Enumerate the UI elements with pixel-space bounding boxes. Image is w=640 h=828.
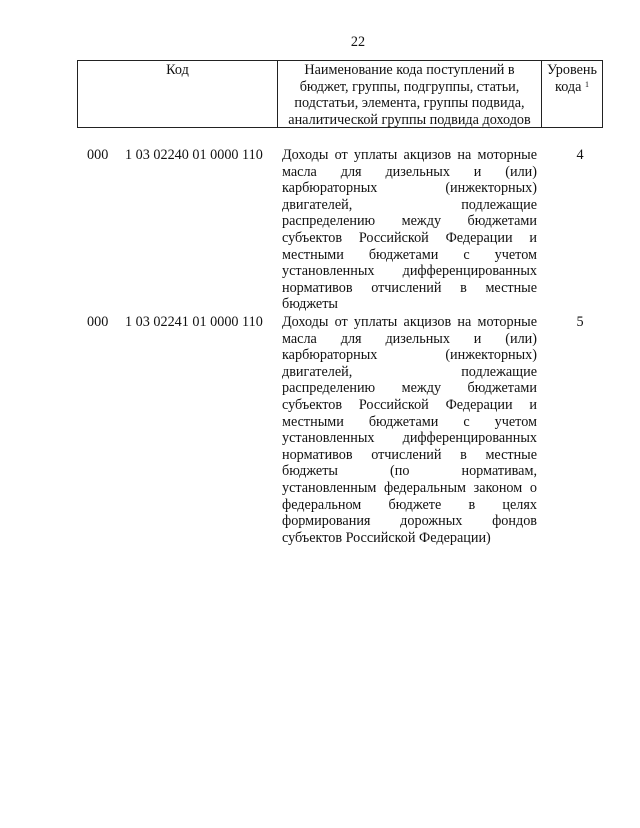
revenue-name-line: установленных дифференцированных	[282, 263, 537, 280]
page-number: 22	[350, 34, 366, 50]
revenue-name-line: масла для дизельных и (или)	[282, 330, 537, 347]
revenue-name-line: местными бюджетами с учетом	[282, 246, 537, 263]
header-name-line: Наименование кода поступлений в	[304, 62, 515, 78]
header-name	[278, 61, 542, 127]
footnote-marker: 1	[584, 79, 589, 89]
revenue-name-line: установленным федеральным законом о	[282, 479, 537, 496]
code-level: 5	[576, 314, 584, 330]
revenue-name-line: распределению между бюджетами	[282, 213, 537, 230]
revenue-code: 1 03 02241 01 0000 110	[125, 314, 263, 330]
header-name-line: аналитической группы подвида доходов	[288, 111, 531, 128]
header-level-line: Уровень	[547, 62, 597, 78]
revenue-name-line: двигателей, подлежащие	[282, 196, 537, 213]
revenue-name-line: Доходы от уплаты акцизов на моторные	[282, 147, 537, 163]
revenue-name-line: распределению между бюджетами	[282, 380, 537, 397]
admin-code: 000	[87, 314, 109, 330]
header-code: Код	[78, 61, 278, 127]
revenue-name	[282, 314, 537, 546]
revenue-name-line: нормативов отчислений в местные	[282, 446, 537, 463]
header-name-line: бюджет, группы, подгруппы, статьи,	[299, 78, 520, 95]
revenue-name-line: Доходы от уплаты акцизов на моторные	[282, 314, 537, 330]
revenue-name-line: карбюраторных (инжекторных)	[282, 180, 537, 197]
revenue-name-line: федеральном бюджете в целях	[282, 496, 537, 513]
header-level	[542, 61, 602, 127]
revenue-name-line: установленных дифференцированных	[282, 430, 537, 447]
revenue-name	[282, 147, 537, 313]
revenue-name-line: субъектов Российской Федерации и	[282, 229, 537, 246]
revenue-code: 1 03 02240 01 0000 110	[125, 147, 263, 163]
header-level-line: кода	[555, 78, 582, 95]
revenue-name-line: бюджеты	[282, 296, 338, 313]
revenue-name-line: нормативов отчислений в местные	[282, 279, 537, 296]
revenue-name-line: формирования дорожных фондов	[282, 513, 537, 530]
revenue-name-line: субъектов Российской Федерации)	[282, 529, 491, 546]
revenue-name-line: карбюраторных (инжекторных)	[282, 347, 537, 364]
admin-code: 000	[87, 147, 109, 163]
table-header	[77, 60, 603, 128]
revenue-name-line: местными бюджетами с учетом	[282, 413, 537, 430]
revenue-name-line: двигателей, подлежащие	[282, 363, 537, 380]
revenue-name-line: масла для дизельных и (или)	[282, 163, 537, 180]
header-name-line: подстатьи, элемента, группы подвида,	[294, 95, 525, 111]
code-level: 4	[576, 147, 584, 163]
revenue-name-line: субъектов Российской Федерации и	[282, 396, 537, 413]
revenue-name-line: бюджеты (по нормативам,	[282, 463, 537, 480]
